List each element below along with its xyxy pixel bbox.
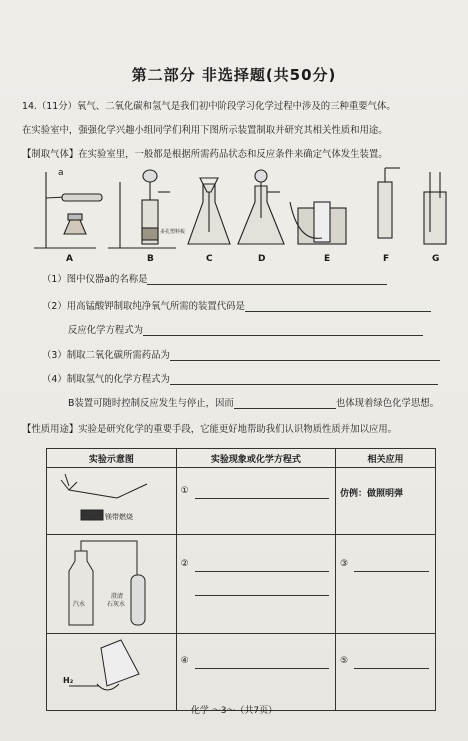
row2-number-2: ③	[339, 559, 349, 569]
question-2-text: （2）用高锰酸钾制取纯净氧气所需的装置代码是	[42, 301, 245, 312]
perforated-plate-label: 多孔塑料板	[160, 229, 186, 235]
page-footer: 化学 ～3～（共7页）	[190, 706, 278, 716]
row2-application	[335, 535, 435, 634]
question-1	[42, 271, 387, 285]
table-header-observation: 实验现象或化学方程式	[176, 449, 335, 468]
magnesium-label: 镁带燃烧	[105, 513, 133, 521]
row2-blank-3[interactable]	[354, 571, 429, 572]
soda-limewater-figure	[47, 535, 175, 631]
question-14-intro: 14.（11分）氧气、二氧化碳和氢气是我们初中阶段学习化学过程中涉及的三种重要气体。	[22, 101, 396, 112]
apparatus-figure	[0, 162, 468, 258]
apparatus-letters	[0, 254, 468, 266]
table-row	[47, 535, 436, 634]
answer-blank-2[interactable]	[245, 301, 431, 312]
row1-application	[335, 468, 435, 535]
label-A: A	[66, 254, 73, 264]
answer-blank-4b[interactable]	[234, 398, 336, 409]
label-C: C	[206, 254, 213, 264]
limewater-label: 石灰水	[107, 601, 126, 608]
row3-number-1: ④	[180, 656, 189, 666]
experiment-table	[46, 448, 436, 711]
label-F: F	[383, 254, 390, 264]
table-header-row	[47, 449, 436, 468]
soda-label: 汽水	[73, 601, 86, 608]
question-3	[42, 347, 440, 361]
hydrogen-burning-figure	[47, 634, 175, 708]
label-B: B	[147, 254, 154, 264]
row1-example: 仿例：做照明弹	[339, 489, 403, 499]
row3-blank-1[interactable]	[195, 668, 329, 669]
question-2b	[68, 322, 423, 336]
row1-figure	[47, 468, 177, 535]
row2-observation	[176, 535, 335, 634]
prep-heading: 【制取气体】在实验室里，一般都是根据所需药品状态和反应条件来确定气体发生装置。	[22, 149, 388, 160]
question-3-text: （3）制取二氧化碳所需药品为	[42, 350, 170, 361]
row1-blank[interactable]	[195, 498, 329, 499]
question-2	[42, 298, 431, 312]
row2-blank-2[interactable]	[195, 595, 329, 596]
row3-observation	[176, 634, 335, 711]
row2-blank-1[interactable]	[195, 571, 329, 572]
row3-number-2: ⑤	[339, 656, 349, 666]
answer-blank-4[interactable]	[170, 374, 438, 385]
row1-number-1: ①	[180, 486, 189, 496]
magnesium-burning-figure	[47, 468, 175, 532]
question-4	[42, 371, 438, 385]
label-E: E	[324, 254, 331, 264]
table-header-figure: 实验示意图	[47, 449, 177, 468]
question-2b-text: 反应化学方程式为	[68, 325, 144, 336]
answer-blank-3[interactable]	[170, 350, 440, 361]
section-title: 第二部分 非选择题(共50分)	[131, 66, 337, 84]
table-row	[47, 634, 436, 711]
question-14-intro-2: 在实验室中，强强化学兴趣小组同学们利用下图所示装置制取并研究其相关性质和用途。	[22, 125, 388, 136]
answer-blank-2b[interactable]	[143, 325, 423, 336]
props-heading: 【性质用途】实验是研究化学的重要手段，它能更好地帮助我们认识物质性质并加以应用。	[22, 424, 398, 435]
label-G: G	[432, 254, 440, 264]
row3-figure	[47, 634, 177, 711]
question-4b	[68, 395, 439, 409]
answer-blank-1[interactable]	[147, 274, 387, 285]
h2-label: H₂	[63, 676, 74, 685]
apparatus-label-a: a	[58, 168, 64, 178]
row3-application	[335, 634, 435, 711]
row2-figure	[47, 535, 177, 634]
question-4b-text-pre: B装置可随时控制反应发生与停止，因而	[68, 398, 234, 409]
label-D: D	[258, 254, 266, 264]
question-4b-text-post: 也体现着绿色化学思想。	[335, 398, 439, 409]
question-4-text: （4）制取氢气的化学方程式为	[42, 374, 170, 385]
row2-number-1: ②	[180, 559, 189, 569]
row1-observation	[176, 468, 335, 535]
table-header-application: 相关应用	[335, 449, 435, 468]
table-row	[47, 468, 436, 535]
row3-blank-2[interactable]	[354, 668, 429, 669]
question-1-text: （1）图中仪器a的名称是	[42, 274, 148, 285]
clear-label: 澄清	[111, 593, 124, 600]
